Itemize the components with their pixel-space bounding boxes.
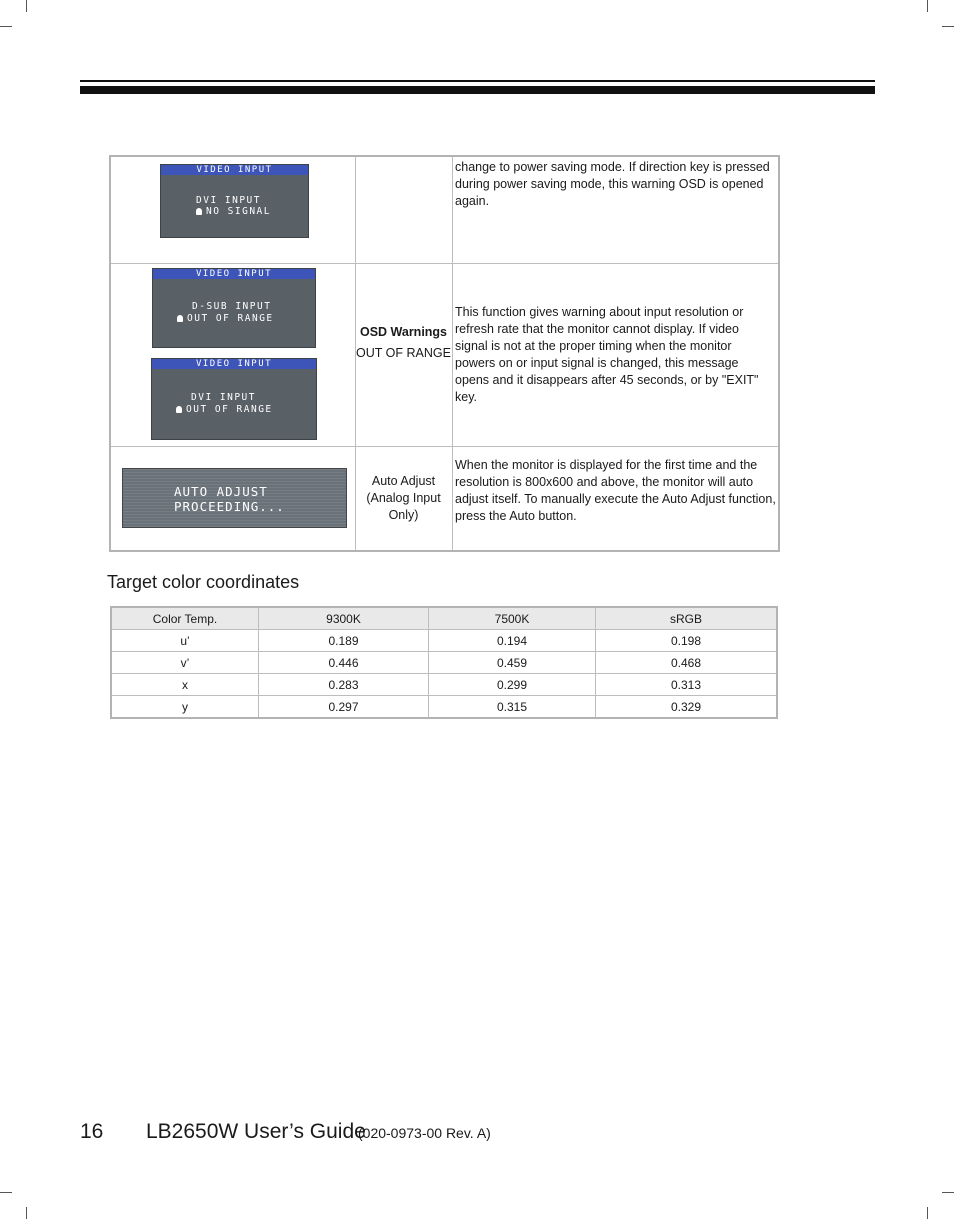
osd-row-auto-adjust (111, 447, 778, 550)
table-row (111, 630, 777, 652)
osd-row-description: change to power saving mode. If direction key is pressed during power saving mode, this warning OSD is opened again. (455, 160, 770, 208)
osd-screen-line2-text: OUT OF RANGE (186, 404, 273, 415)
osd-screen-line2 (177, 313, 274, 324)
warning-icon (196, 208, 202, 215)
osd-screen-line2 (196, 206, 271, 217)
guide-title: LB2650W User’s Guide (146, 1120, 366, 1143)
crop-mark (0, 1192, 12, 1193)
osd-warnings-heading: OSD Warnings (359, 325, 448, 339)
table-cell: 0.313 (596, 674, 778, 696)
revision-label: (020-0973-00 Rev. A) (358, 1125, 491, 1141)
column-divider (452, 447, 453, 550)
table-row (111, 674, 777, 696)
osd-screen-line2 (176, 404, 273, 415)
crop-mark (942, 1192, 954, 1193)
column-divider (452, 264, 453, 446)
section-title: Target color coordinates (107, 572, 300, 592)
table-cell: 0.315 (429, 696, 596, 719)
crop-mark (26, 1207, 27, 1219)
table-cell: u’ (111, 630, 259, 652)
osd-screen-title: VIDEO INPUT (153, 269, 315, 279)
table-cell: 0.446 (259, 652, 429, 674)
header-rule-thick (80, 86, 875, 94)
osd-row-label-text: OUT OF RANGE (356, 346, 451, 360)
warning-icon (177, 315, 183, 322)
osd-screen-dvi-out-of-range (151, 358, 317, 440)
crop-mark (26, 0, 27, 12)
osd-screen-title: VIDEO INPUT (152, 359, 316, 369)
crop-mark (927, 0, 928, 12)
osd-screen-line2: PROCEEDING... (174, 499, 285, 514)
osd-row-description: This function gives warning about input resolution or refresh rate that the monitor cannot display. If video signal is not at the proper timing when the monitor powers on or input signal is changed, this message opens and it disappears after 45 seconds, or by "EXIT" key. (455, 305, 759, 404)
table-row (111, 652, 777, 674)
table-header-cell: 7500K (429, 607, 596, 630)
osd-screen-auto-adjust (122, 468, 347, 528)
table-cell: x (111, 674, 259, 696)
osd-screen-dvi-no-signal (160, 164, 309, 238)
table-header-cell: Color Temp. (111, 607, 259, 630)
table-cell: 0.299 (429, 674, 596, 696)
table-cell: y (111, 696, 259, 719)
color-coordinates-table (110, 606, 778, 719)
crop-mark (927, 1207, 928, 1219)
osd-screen-line2-text: NO SIGNAL (206, 206, 271, 217)
page-number: 16 (80, 1120, 104, 1143)
osd-screen-line1: D-SUB INPUT (192, 301, 272, 312)
table-cell: 0.189 (259, 630, 429, 652)
crop-mark (942, 26, 954, 27)
table-header-row (111, 607, 777, 630)
osd-row-description: When the monitor is displayed for the first time and the resolution is 800x600 and above, the monitor will auto adjust itself. To manually execute the Auto Adjust function, press the Auto button. (455, 458, 776, 523)
osd-screen-dsub-out-of-range (152, 268, 316, 348)
osd-row-label: Auto Adjust (Analog Input Only) (366, 474, 441, 522)
table-row (111, 696, 777, 719)
table-cell: 0.459 (429, 652, 596, 674)
header-rule-thin (80, 80, 875, 82)
warning-icon (176, 406, 182, 413)
osd-warnings-table (109, 155, 780, 552)
osd-row-power-saving (111, 157, 778, 264)
column-divider (355, 157, 356, 263)
crop-mark (0, 26, 12, 27)
table-header-cell: sRGB (596, 607, 778, 630)
table-cell: 0.297 (259, 696, 429, 719)
osd-screen-line1: AUTO ADJUST (174, 484, 268, 499)
osd-row-out-of-range (111, 264, 778, 447)
table-cell: 0.198 (596, 630, 778, 652)
column-divider (452, 157, 453, 263)
table-cell: 0.194 (429, 630, 596, 652)
osd-screen-line1: DVI INPUT (191, 392, 256, 403)
table-cell: v’ (111, 652, 259, 674)
table-cell: 0.283 (259, 674, 429, 696)
osd-screen-line2-text: OUT OF RANGE (187, 313, 274, 324)
table-header-cell: 9300K (259, 607, 429, 630)
table-cell: 0.468 (596, 652, 778, 674)
osd-row-label (355, 324, 452, 362)
osd-screen-title: VIDEO INPUT (161, 165, 308, 175)
table-cell: 0.329 (596, 696, 778, 719)
osd-screen-line1: DVI INPUT (196, 195, 261, 206)
